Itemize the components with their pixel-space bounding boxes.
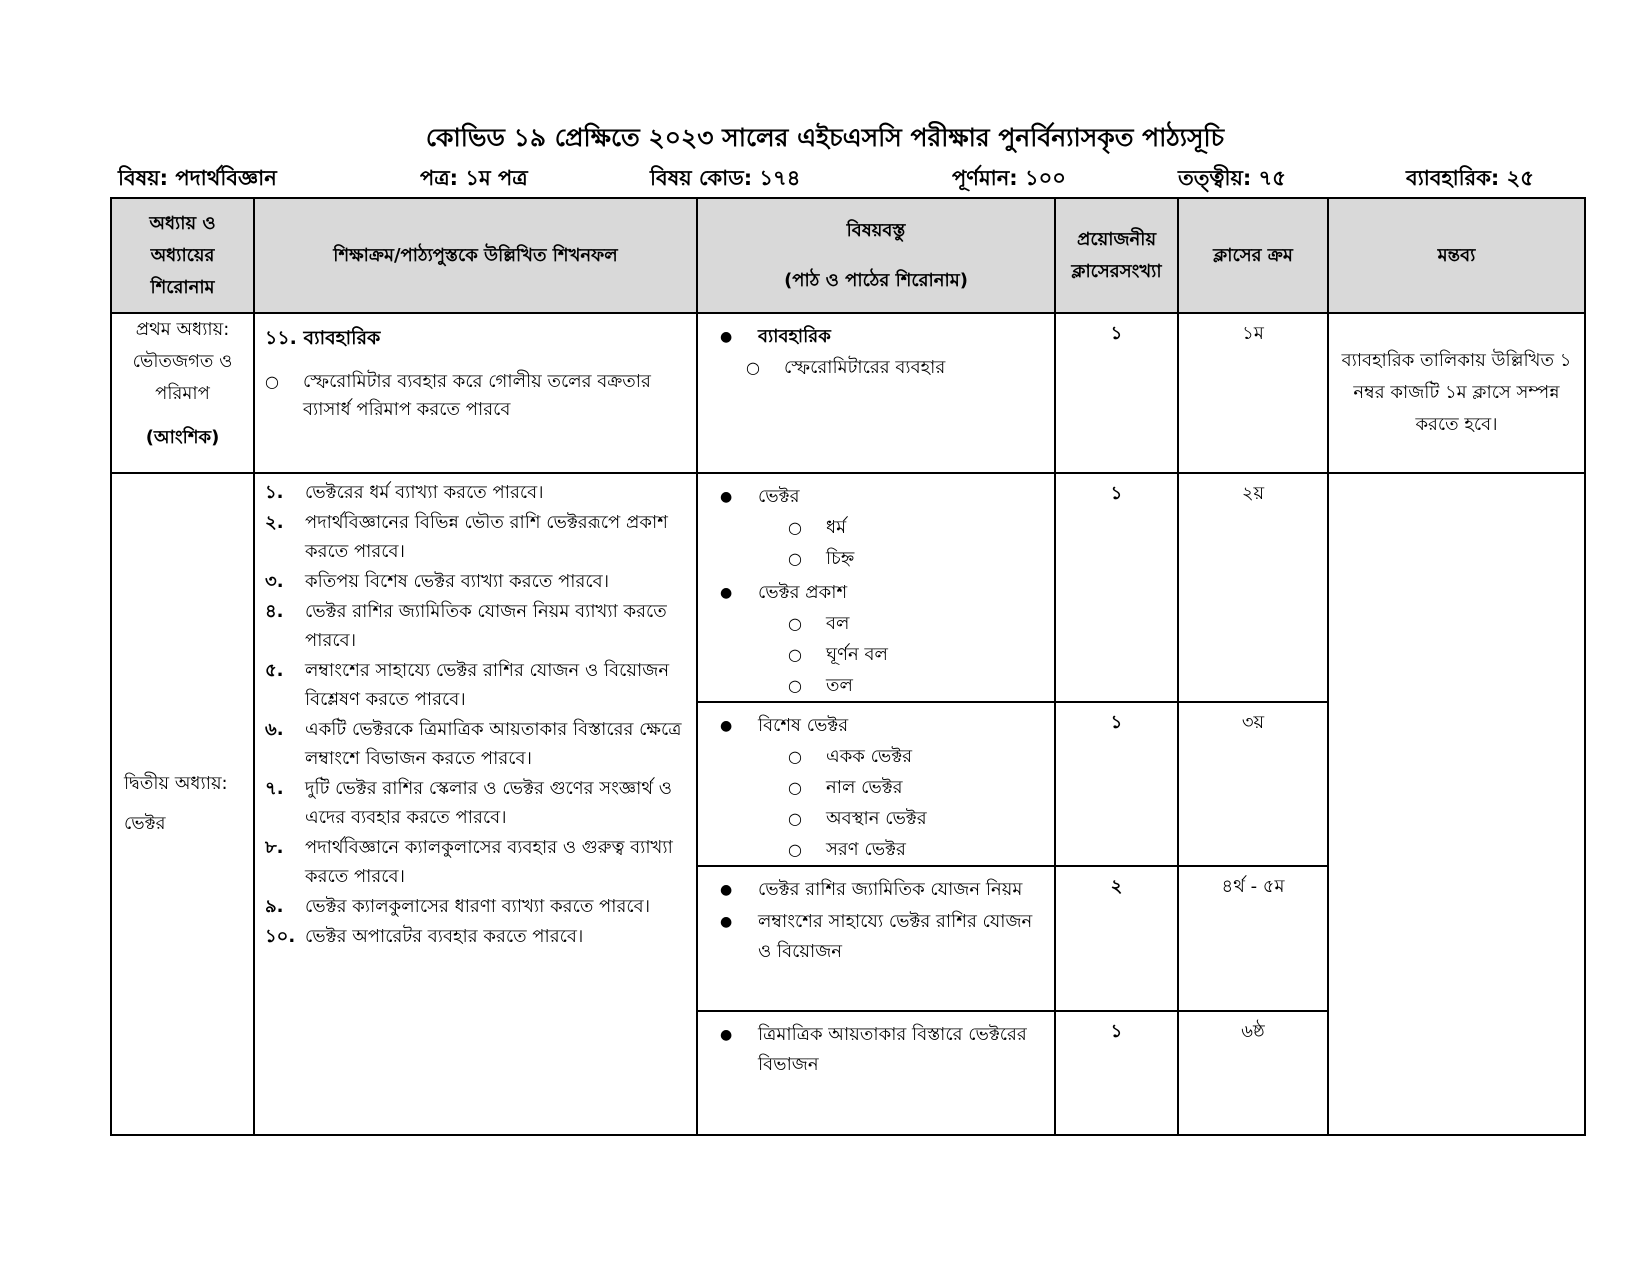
- header-content-title: বিষয়বস্তু: [846, 219, 906, 241]
- class-count: ২: [1055, 866, 1178, 1011]
- syllabus-table: [110, 197, 1586, 1136]
- header-remarks: মন্তব্য: [1328, 198, 1585, 313]
- circle-bullet-icon: ○: [788, 840, 802, 859]
- outcome-text: ভেক্টরের ধর্ম ব্যাখ্যা করতে পারবে।: [305, 482, 544, 503]
- list-item: [708, 482, 1044, 512]
- list-item: [708, 543, 1044, 574]
- list-item: [265, 656, 684, 714]
- class-order: ৬ষ্ঠ: [1178, 1011, 1328, 1135]
- class-count: ১: [1055, 473, 1178, 702]
- circle-bullet-icon: ○: [788, 645, 802, 664]
- header-chapter: অধ্যায় ও অধ্যায়ের শিরোনাম: [111, 198, 254, 313]
- outcomes-cell: [254, 313, 697, 473]
- chapter-line: ভেক্টর: [124, 813, 166, 834]
- subject-code-label: বিষয় কোড: ১৭৪: [650, 166, 801, 190]
- outcome-text: লম্বাংশের সাহায্যে ভেক্টর রাশির যোজন ও বিয়োজন বিশ্লেষণ করতে পারবে।: [305, 660, 670, 710]
- outcome-text: ভেক্টর অপারেটর ব্যবহার করতে পারবে।: [305, 926, 584, 947]
- content-title: ত্রিমাত্রিক আয়তাকার বিস্তারে ভেক্টরের বিভাজন: [758, 1024, 1027, 1075]
- bullet-icon: ●: [720, 585, 733, 601]
- list-item: [265, 478, 684, 507]
- list-item: [708, 803, 1044, 834]
- page-title: কোভিড ১৯ প্রেক্ষিতে ২০২৩ সালের এইচএসসি পরীক্ষার পুনর্বিন্যাসকৃত পাঠ্যসূচি: [425, 123, 1225, 152]
- circle-bullet-icon: ○: [265, 372, 279, 391]
- circle-bullet-icon: ○: [788, 676, 802, 695]
- list-item: [708, 352, 1044, 383]
- class-order: ৪র্থ - ৫ম: [1178, 866, 1328, 1011]
- content-item: স্ফেরোমিটারের ব্যবহার: [784, 357, 946, 378]
- circle-bullet-icon: ○: [788, 549, 802, 568]
- list-item: [708, 512, 1044, 543]
- content-item: একক ভেক্টর: [826, 746, 913, 767]
- list-item: [708, 578, 1044, 608]
- outcome-text: ভেক্টর ক্যালকুলাসের ধারণা ব্যাখ্যা করতে পারবে।: [305, 896, 651, 917]
- class-count: ১: [1055, 313, 1178, 473]
- outcome-text: কতিপয় বিশেষ ভেক্টর ব্যাখ্যা করতে পারবে।: [305, 571, 610, 592]
- table-header-row: [111, 198, 1585, 313]
- list-item: [265, 567, 684, 596]
- circle-bullet-icon: ○: [788, 614, 802, 633]
- circle-bullet-icon: ○: [788, 809, 802, 828]
- list-item: [265, 597, 684, 655]
- content-title: ভেক্টর প্রকাশ: [758, 582, 848, 603]
- outcome-number: ১০.: [265, 926, 296, 947]
- class-order: ২য়: [1178, 473, 1328, 702]
- content-item: তল: [826, 675, 853, 696]
- list-item: [708, 907, 1044, 967]
- header-class-order: ক্লাসের ক্রম: [1178, 198, 1328, 313]
- chapter-line: প্রথম অধ্যায়:: [135, 319, 230, 340]
- class-order: ৩য়: [1178, 702, 1328, 866]
- outcome-text: দুটি ভেক্টর রাশির স্কেলার ও ভেক্টর গুণের সংজ্ঞার্থ ও এদের ব্যবহার করতে পারবে।: [305, 778, 672, 828]
- bullet-icon: ●: [720, 914, 733, 930]
- content-title: ব্যাবহারিক: [758, 326, 831, 347]
- list-item: [708, 322, 1044, 352]
- list-item: [255, 356, 696, 424]
- outcome-number: ৪.: [265, 601, 284, 622]
- full-marks-label: পূর্ণমান: ১০০: [952, 166, 1066, 190]
- outcome-text: পদার্থবিজ্ঞানের বিভিন্ন ভৌত রাশি ভেক্টররূপে প্রকাশ করতে পারবে।: [305, 512, 668, 562]
- theory-marks-label: তত্ত্বীয়: ৭৫: [1178, 166, 1286, 190]
- content-item: অবস্থান ভেক্টর: [826, 808, 927, 829]
- bullet-icon: ●: [720, 489, 733, 505]
- header-content: [697, 198, 1055, 313]
- chapter-line: পরিমাপ: [155, 383, 210, 404]
- circle-bullet-icon: ○: [746, 358, 760, 377]
- chapter-line: ভৌতজগত ও: [132, 351, 233, 372]
- header-outcomes: শিক্ষাক্রম/পাঠ্যপুস্তকে উল্লিখিত শিখনফল: [254, 198, 697, 313]
- circle-bullet-icon: ○: [788, 518, 802, 537]
- content-title: ভেক্টর রাশির জ্যামিতিক যোজন নিয়ম: [758, 879, 1023, 900]
- class-count: ১: [1055, 1011, 1178, 1135]
- content-item: চিহ্ন: [826, 548, 855, 569]
- outcome-number: ১.: [265, 482, 284, 503]
- class-order: ১ম: [1178, 313, 1328, 473]
- remark-cell: [1328, 473, 1585, 1135]
- table-row: [111, 313, 1585, 473]
- content-item: সরণ ভেক্টর: [826, 839, 906, 860]
- chapter-line: দ্বিতীয় অধ্যায়:: [124, 773, 228, 794]
- list-item: [265, 774, 684, 832]
- content-cell: [697, 702, 1055, 866]
- outcome-text: ভেক্টর রাশির জ্যামিতিক যোজন নিয়ম ব্যাখ্যা করতে পারবে।: [305, 601, 667, 651]
- content-cell: [697, 866, 1055, 1011]
- practical-marks-label: ব্যাবহারিক: ২৫: [1406, 166, 1534, 190]
- list-item: [265, 892, 684, 921]
- content-item: বল: [826, 613, 850, 634]
- header-content-subtitle: (পাঠ ও পাঠের শিরোনাম): [784, 269, 968, 291]
- list-item: [708, 670, 1044, 701]
- bullet-icon: ●: [720, 718, 733, 734]
- content-item: নাল ভেক্টর: [826, 777, 903, 798]
- outcome-number: ৭.: [265, 778, 284, 799]
- outcomes-list: [255, 474, 696, 951]
- content-item: ঘূর্ণন বল: [826, 644, 888, 665]
- outcome-number: ৬.: [265, 719, 284, 740]
- content-title: ভেক্টর: [758, 486, 800, 507]
- list-item: [708, 608, 1044, 639]
- list-item: [265, 715, 684, 773]
- outcome-text: একটি ভেক্টরকে ত্রিমাত্রিক আয়তাকার বিস্তারের ক্ষেত্রে লম্বাংশে বিভাজন করতে পারবে।: [305, 719, 682, 769]
- outcome-text: পদার্থবিজ্ঞানে ক্যালকুলাসের ব্যবহার ও গুরুত্ব ব্যাখ্যা করতে পারবে।: [305, 837, 673, 887]
- circle-bullet-icon: ○: [788, 747, 802, 766]
- list-item: [265, 508, 684, 566]
- outcome-number: ৮.: [265, 837, 284, 858]
- outcome-number: ৩.: [265, 571, 284, 592]
- chapter-part-label: (আংশিক): [145, 427, 220, 448]
- outcome-title: ১১. ব্যাবহারিক: [265, 327, 381, 349]
- circle-bullet-icon: ○: [788, 778, 802, 797]
- content-cell: [697, 313, 1055, 473]
- remark-cell: ব্যাবহারিক তালিকায় উল্লিখিত ১ নম্বর কাজটি ১ম ক্লাসে সম্পন্ন করতে হবে।: [1328, 313, 1585, 473]
- chapter-cell: [111, 313, 254, 473]
- table-row: [111, 473, 1585, 702]
- outcome-text: স্ফেরোমিটার ব্যবহার করে গোলীয় তলের বক্রতার ব্যাসার্ধ পরিমাপ করতে পারবে: [303, 371, 651, 420]
- outcomes-cell: [254, 473, 697, 1135]
- content-cell: [697, 473, 1055, 702]
- list-item: [708, 1020, 1044, 1080]
- list-item: [708, 711, 1044, 741]
- bullet-icon: ●: [720, 329, 733, 345]
- list-item: [708, 741, 1044, 772]
- outcome-number: ৯.: [265, 896, 284, 917]
- content-item: ধর্ম: [826, 517, 847, 538]
- bullet-icon: ●: [720, 1027, 733, 1043]
- outcome-number: ২.: [265, 512, 284, 533]
- list-item: [708, 639, 1044, 670]
- content-title: লম্বাংশের সাহায্যে ভেক্টর রাশির যোজন ও বিয়োজন: [758, 911, 1033, 962]
- list-item: [708, 834, 1044, 865]
- list-item: [708, 772, 1044, 803]
- chapter-cell: [111, 473, 254, 1135]
- paper-label: পত্র: ১ম পত্র: [420, 166, 528, 190]
- list-item: [265, 922, 684, 951]
- list-item: [265, 833, 684, 891]
- subject-label: বিষয়: পদার্থবিজ্ঞান: [118, 166, 277, 190]
- content-title: বিশেষ ভেক্টর: [758, 715, 849, 736]
- class-count: ১: [1055, 702, 1178, 866]
- header-classes-needed: প্রয়োজনীয় ক্লাসেরসংখ্যা: [1055, 198, 1178, 313]
- bullet-icon: ●: [720, 882, 733, 898]
- outcome-number: ৫.: [265, 660, 284, 681]
- list-item: [708, 875, 1044, 905]
- content-cell: [697, 1011, 1055, 1135]
